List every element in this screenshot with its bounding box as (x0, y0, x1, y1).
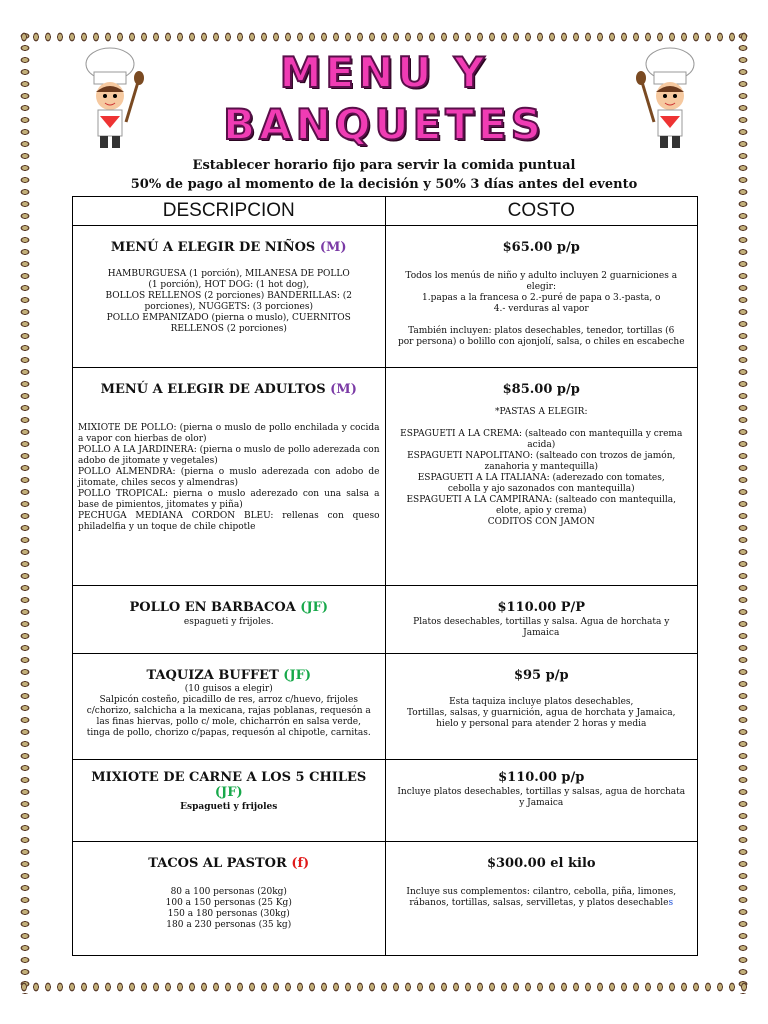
desc-line: las finas hiervas, pollo c/ mole, chicharrón en salsa verde, (96, 717, 361, 727)
chef-kid-icon (70, 42, 150, 152)
cost-line: y Jamaica (519, 798, 564, 808)
item-price: $300.00 el kilo (486, 856, 596, 871)
cost-line: Incluye sus complementos: cilantro, cebolla, piña, limones, (406, 887, 677, 897)
cost-line: elote, apio y crema) (495, 506, 587, 516)
cost-line: ESPAGUETI A LA ITALIANA: (aderezado con tomates, (417, 473, 665, 483)
decorative-border-right (736, 30, 750, 994)
item-name: MENÚ A ELEGIR DE NIÑOS (M) (110, 240, 347, 255)
item-tag: (f) (291, 856, 310, 871)
desc-line: POLLO TROPICAL: pierna o muslo aderezado con una salsa a base de pimientos, jitomates y piña) (78, 489, 380, 510)
item-price: $110.00 P/P (497, 600, 586, 615)
cost-cell (385, 226, 698, 368)
cost-line: cebolla y ajo sazonados con mantequilla) (447, 484, 635, 494)
item-price: $95 p/p (513, 668, 569, 683)
desc-line: POLLO EMPANIZADO (pierna o muslo), CUERNITOS (106, 313, 351, 323)
cost-line: zanahoria y mantequilla) (484, 462, 599, 472)
desc-line: c/chorizo, salchicha a la mexicana, rajas poblanas, requesón a (86, 706, 371, 716)
desc-line: 80 a 100 personas (20kg) (170, 887, 287, 897)
table-row (73, 226, 698, 368)
desc-cell (73, 760, 386, 842)
title-line-2: BANQUETES (223, 100, 545, 149)
cost-line: ESPAGUETI A LA CAMPIRANA: (salteado con mantequilla, (406, 495, 677, 505)
table-row (73, 654, 698, 760)
decorative-border-left (18, 30, 32, 994)
desc-cell (73, 654, 386, 760)
item-name: POLLO EN BARBACOA (JF) (129, 600, 328, 615)
cost-line: ESPAGUETI A LA CREMA: (salteado con mantequilla y crema (400, 429, 683, 439)
cost-line: Esta taquiza incluye platos desechables, (449, 697, 634, 707)
table-row (73, 842, 698, 956)
desc-line: PECHUGA MEDIANA CORDON BLEU: rellenas con queso philadelfia y un toque de chile chipotle (78, 511, 380, 532)
item-name: MENÚ A ELEGIR DE ADULTOS (M) (100, 382, 357, 397)
desc-line: Espagueti y frijoles (180, 802, 278, 812)
desc-cell (73, 226, 386, 368)
desc-line: BOLLOS RELLENOS (2 porciones) BANDERILLAS: (2 (105, 291, 353, 301)
item-tag: (JF) (214, 785, 243, 800)
desc-line: espagueti y frijoles. (183, 617, 274, 627)
desc-line: POLLO A LA JARDINERA: (pierna o muslo de pollo aderezada con adobo de jitomate y vegetales) (78, 445, 380, 466)
desc-cell (73, 368, 386, 586)
note-payment: 50% de pago al momento de la decisión y 50% 3 días antes del evento (130, 177, 638, 192)
item-name: MIXIOTE DE CARNE A LOS 5 CHILES (JF) (91, 770, 367, 800)
cost-cell (385, 842, 698, 956)
cost-line: hielo y personal para atender 2 horas y media (436, 719, 647, 729)
table-row (73, 368, 698, 586)
desc-line: 150 a 180 personas (30kg) (167, 909, 290, 919)
note-schedule: Establecer horario fijo para servir la comida puntual (192, 158, 576, 173)
cost-line: Tortillas, salsas, y guarnición, agua de horchata y Jamaica, (407, 708, 676, 718)
cost-line: por persona) o bolillo con ajonjolí, salsa, o chiles en escabeche (397, 337, 685, 347)
item-tag: (M) (319, 240, 347, 255)
table-row (73, 586, 698, 654)
cost-line: Platos desechables, tortillas y salsa. Agua de horchata y (413, 617, 670, 627)
desc-line: 180 a 230 personas (35 kg) (166, 920, 292, 930)
item-price: $110.00 p/p (498, 770, 585, 785)
cost-line: elegir: (526, 282, 556, 292)
desc-line: (1 porción), HOT DOG: (1 hot dog), (148, 280, 310, 290)
item-name: TAQUIZA BUFFET (JF) (146, 668, 311, 683)
cost-line: acida) (527, 440, 556, 450)
chef-kid-icon (630, 42, 710, 152)
decorative-border-bottom (18, 980, 750, 994)
desc-line: porciones), NUGGETS: (3 porciones) (144, 302, 313, 312)
desc-line: tinga de pollo, chorizo c/papas, requesón al chipotle, carnitas. (86, 728, 371, 738)
cost-line: Jamaica (523, 628, 560, 638)
menu-table (72, 196, 698, 956)
cost-line: Todos los menús de niño y adulto incluyen 2 guarniciones a (405, 271, 678, 281)
cost-line: rábanos, tortillas, salsas, servilletas, y platos desechables (409, 898, 674, 908)
desc-line: POLLO ALMENDRA: (pierna o muslo aderezada con adobo de jitomate, chiles secos y almendras) (78, 467, 380, 488)
header-costo: COSTO (385, 197, 698, 226)
cost-line: ESPAGUETI NAPOLITANO: (salteado con trozos de jamón, (407, 451, 676, 461)
desc-line: HAMBURGUESA (1 porción), MILANESA DE POLLO (107, 269, 350, 279)
desc-line: Salpicón costeño, picadillo de res, arroz c/huevo, frijoles (99, 695, 358, 705)
cost-line: 1.papas a la francesa o 2.-puré de papa o 3.-pasta, o (422, 293, 661, 303)
item-price: $85.00 p/p (502, 382, 580, 397)
desc-cell (73, 842, 386, 956)
desc-line: MIXIOTE DE POLLO: (pierna o muslo de pollo enchilada y cocida a vapor con hierbas de olor) (78, 423, 380, 444)
cost-line: *PASTAS A ELEGIR: (495, 407, 588, 417)
item-price: $65.00 p/p (502, 240, 580, 255)
item-tag: (JF) (283, 668, 311, 683)
item-tag: (M) (330, 382, 357, 397)
cost-line: CODITOS CON JAMON (487, 517, 595, 527)
cost-line: 4.- verduras al vapor (493, 304, 589, 314)
cost-cell (385, 368, 698, 586)
table-row (73, 760, 698, 842)
item-name: TACOS AL PASTOR (f) (148, 856, 310, 871)
cost-line: Incluye platos desechables, tortillas y salsas, agua de horchata (397, 787, 686, 797)
desc-line: 100 a 150 personas (25 Kg) (165, 898, 292, 908)
desc-cell (73, 586, 386, 654)
desc-line: RELLENOS (2 porciones) (170, 324, 287, 334)
header-descripcion: DESCRIPCION (73, 197, 386, 226)
cost-cell (385, 586, 698, 654)
title-line-1: MENU Y (279, 48, 489, 97)
desc-line: (10 guisos a elegir) (184, 684, 273, 694)
item-tag: (JF) (300, 600, 328, 615)
cost-cell (385, 760, 698, 842)
cost-line: También incluyen: platos desechables, tenedor, tortillas (6 (408, 326, 675, 336)
cost-cell (385, 654, 698, 760)
